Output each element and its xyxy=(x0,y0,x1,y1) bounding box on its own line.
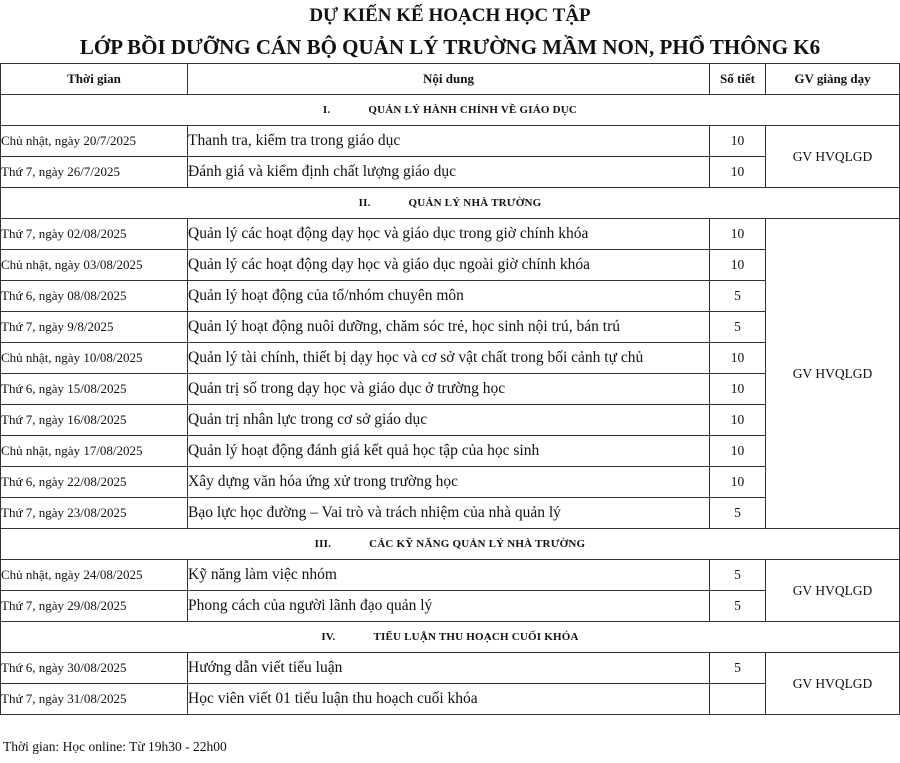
section-teacher: GV HVQLGD xyxy=(766,653,900,715)
row-date: Thứ 7, ngày 31/08/2025 xyxy=(1,684,188,715)
section-row xyxy=(1,529,900,560)
table-row xyxy=(1,312,900,343)
table-row xyxy=(1,157,900,188)
header-time: Thời gian xyxy=(1,64,188,95)
table-row xyxy=(1,374,900,405)
header-content: Nội dung xyxy=(188,64,710,95)
section-row xyxy=(1,622,900,653)
section-heading xyxy=(1,95,900,126)
section-title: CÁC KỸ NĂNG QUẢN LÝ NHÀ TRƯỜNG xyxy=(369,538,586,550)
table-row xyxy=(1,250,900,281)
table-row xyxy=(1,126,900,157)
table-row xyxy=(1,405,900,436)
section-heading xyxy=(1,188,900,219)
row-periods: 5 xyxy=(710,281,766,312)
section-teacher: GV HVQLGD xyxy=(766,560,900,622)
table-row xyxy=(1,343,900,374)
row-content: Quản trị nhân lực trong cơ sở giáo dục xyxy=(188,405,710,436)
section-number: IV. xyxy=(321,631,336,643)
row-periods: 5 xyxy=(710,591,766,622)
schedule-table xyxy=(0,63,900,715)
row-content: Phong cách của người lãnh đạo quản lý xyxy=(188,591,710,622)
section-title: QUẢN LÝ HÀNH CHÍNH VỀ GIÁO DỤC xyxy=(368,104,578,116)
row-content: Quản lý các hoạt động dạy học và giáo dục ngoài giờ chính khóa xyxy=(188,250,710,281)
table-row xyxy=(1,684,900,715)
row-date: Thứ 7, ngày 23/08/2025 xyxy=(1,498,188,529)
row-date: Thứ 6, ngày 30/08/2025 xyxy=(1,653,188,684)
row-periods: 10 xyxy=(710,467,766,498)
section-row xyxy=(1,95,900,126)
row-content: Quản trị số trong dạy học và giáo dục ở trường học xyxy=(188,374,710,405)
row-periods: 10 xyxy=(710,250,766,281)
row-content: Kỹ năng làm việc nhóm xyxy=(188,560,710,591)
row-date: Chủ nhật, ngày 17/08/2025 xyxy=(1,436,188,467)
row-content: Xây dựng văn hóa ứng xử trong trường học xyxy=(188,467,710,498)
document-title: DỰ KIẾN KẾ HOẠCH HỌC TẬP xyxy=(309,5,591,26)
table-row xyxy=(1,436,900,467)
row-periods: 10 xyxy=(710,436,766,467)
row-content: Học viên viết 01 tiểu luận thu hoạch cuối khóa xyxy=(188,684,710,715)
table-row xyxy=(1,219,900,250)
row-date: Thứ 6, ngày 08/08/2025 xyxy=(1,281,188,312)
row-date: Chủ nhật, ngày 20/7/2025 xyxy=(1,126,188,157)
row-date: Chủ nhật, ngày 10/08/2025 xyxy=(1,343,188,374)
section-row xyxy=(1,188,900,219)
row-date: Thứ 7, ngày 29/08/2025 xyxy=(1,591,188,622)
section-number: I. xyxy=(322,104,331,116)
row-content: Bạo lực học đường – Vai trò và trách nhiệm của nhà quản lý xyxy=(188,498,710,529)
section-number: II. xyxy=(358,197,371,209)
row-date: Thứ 7, ngày 9/8/2025 xyxy=(1,312,188,343)
document-subtitle: LỚP BỒI DƯỠNG CÁN BỘ QUẢN LÝ TRƯỜNG MẦM NON, PHỔ THÔNG K6 xyxy=(79,35,821,59)
table-row xyxy=(1,467,900,498)
table-row xyxy=(1,591,900,622)
table-header-row xyxy=(1,64,900,95)
row-periods: 10 xyxy=(710,157,766,188)
row-periods: 10 xyxy=(710,374,766,405)
section-number: III. xyxy=(314,538,332,550)
row-date: Thứ 7, ngày 26/7/2025 xyxy=(1,157,188,188)
section-heading xyxy=(1,529,900,560)
row-content: Quản lý hoạt động đánh giá kết quả học tập của học sinh xyxy=(188,436,710,467)
table-row xyxy=(1,560,900,591)
row-content: Thanh tra, kiểm tra trong giáo dục xyxy=(188,126,710,157)
section-teacher: GV HVQLGD xyxy=(766,126,900,188)
row-periods: 10 xyxy=(710,343,766,374)
table-row xyxy=(1,498,900,529)
section-title: QUẢN LÝ NHÀ TRƯỜNG xyxy=(408,197,542,209)
row-periods xyxy=(710,684,766,715)
row-periods: 5 xyxy=(710,560,766,591)
row-periods: 10 xyxy=(710,219,766,250)
section-teacher: GV HVQLGD xyxy=(766,219,900,529)
row-content: Quản lý các hoạt động dạy học và giáo dục trong giờ chính khóa xyxy=(188,219,710,250)
row-content: Quản lý hoạt động của tổ/nhóm chuyên môn xyxy=(188,281,710,312)
row-date: Thứ 6, ngày 22/08/2025 xyxy=(1,467,188,498)
schedule-time-note: Thời gian: Học online: Từ 19h30 - 22h00 xyxy=(3,739,227,754)
table-row xyxy=(1,281,900,312)
header-periods: Số tiết xyxy=(710,64,766,95)
row-date: Chủ nhật, ngày 03/08/2025 xyxy=(1,250,188,281)
section-heading xyxy=(1,622,900,653)
row-date: Thứ 7, ngày 16/08/2025 xyxy=(1,405,188,436)
row-periods: 10 xyxy=(710,405,766,436)
row-periods: 5 xyxy=(710,653,766,684)
row-content: Hướng dẫn viết tiểu luận xyxy=(188,653,710,684)
row-periods: 10 xyxy=(710,126,766,157)
row-content: Đánh giá và kiểm định chất lượng giáo dục xyxy=(188,157,710,188)
row-date: Thứ 7, ngày 02/08/2025 xyxy=(1,219,188,250)
row-content: Quản lý hoạt động nuôi dưỡng, chăm sóc trẻ, học sinh nội trú, bán trú xyxy=(188,312,710,343)
section-title: TIỂU LUẬN THU HOẠCH CUỐI KHÓA xyxy=(373,631,579,643)
row-periods: 5 xyxy=(710,312,766,343)
row-content: Quản lý tài chính, thiết bị dạy học và cơ sở vật chất trong bối cảnh tự chủ xyxy=(188,343,710,374)
row-periods: 5 xyxy=(710,498,766,529)
table-row xyxy=(1,653,900,684)
header-teacher: GV giảng dạy xyxy=(766,64,900,95)
row-date: Chủ nhật, ngày 24/08/2025 xyxy=(1,560,188,591)
row-date: Thứ 6, ngày 15/08/2025 xyxy=(1,374,188,405)
